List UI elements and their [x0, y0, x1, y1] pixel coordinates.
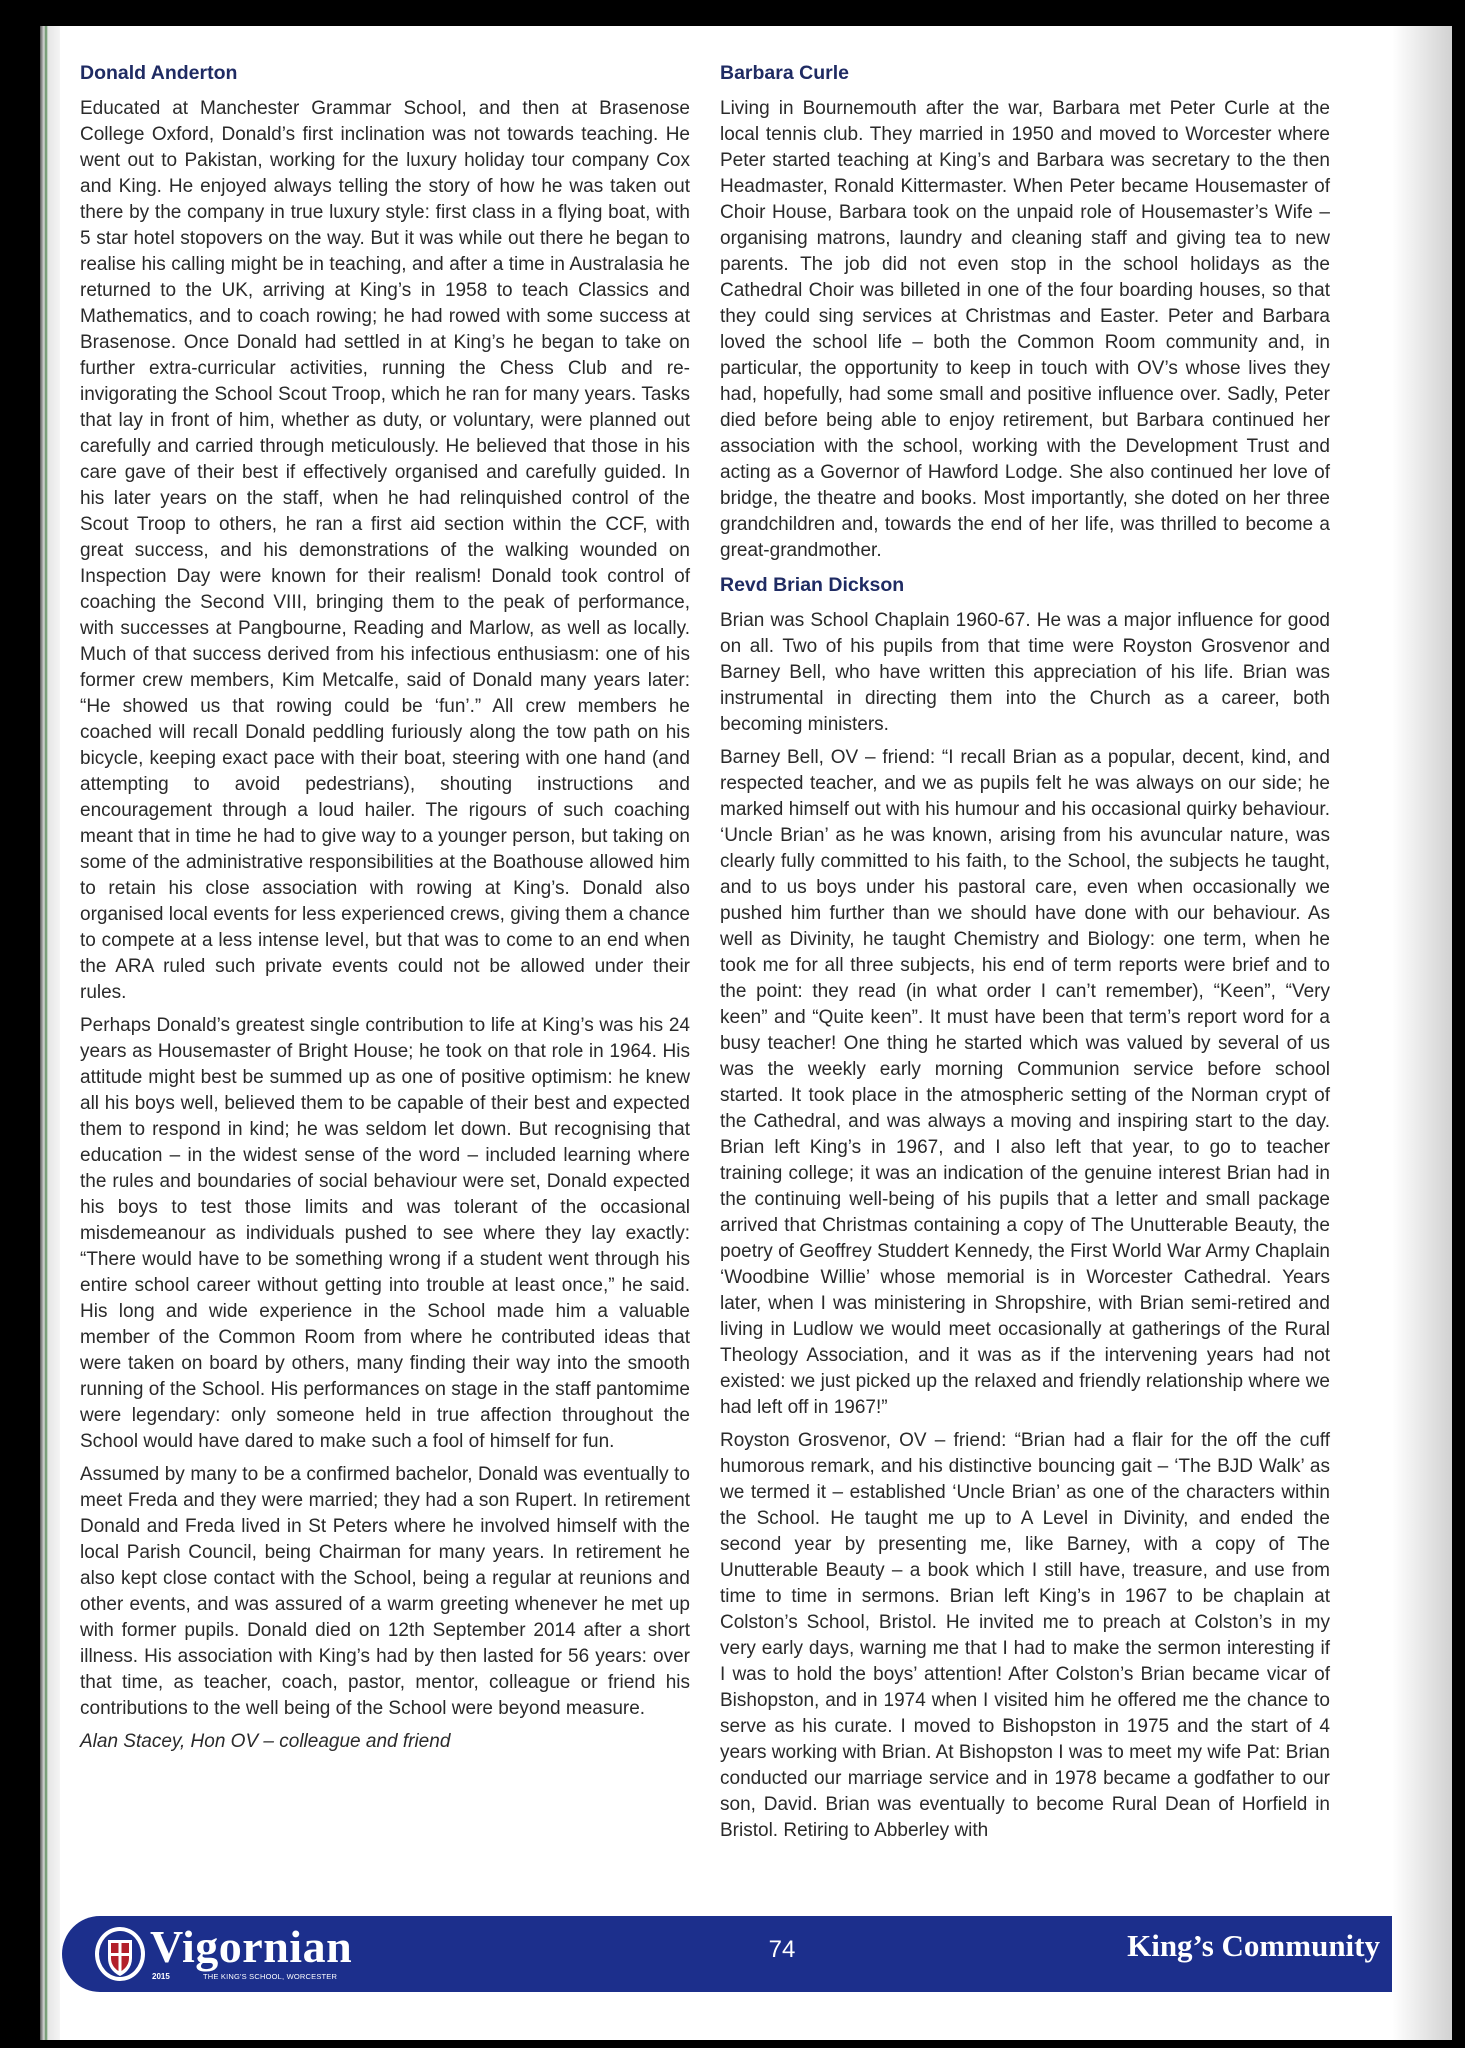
- page-gutter-shadow: [1392, 26, 1452, 2040]
- paragraph: Brian was School Chaplain 1960-67. He was a major influence for good on all. Two of his pupils from that time were Royston Grosvenor and Barney Bell, who have written this appreciation of his life. Brian was instrumental in directing them into the Church as a career, both becoming ministers.: [720, 610, 1330, 735]
- section-title: King’s Community: [1127, 1928, 1380, 1963]
- obituary-heading-brian-dickson: Revd Brian Dickson: [720, 574, 905, 596]
- author-signature: Alan Stacey, Hon OV – colleague and friend: [80, 1731, 451, 1752]
- obituary-heading-barbara-curle: Barbara Curle: [720, 62, 849, 84]
- paragraph: Living in Bournemouth after the war, Barbara met Peter Curle at the local tennis club. They married in 1950 and moved to Worcester where Peter started teaching at King’s and Barbara was secretary to the then Headmaster, Ronald Kittermaster. When Peter became Housemaster of Choir House, Barbara took on the unpaid role of Housemaster’s Wife – organising matrons, laundry and cleaning staff and giving tea to new parents. The job did not even stop in the school holidays as the Cathedral Choir was billeted in one of the four boarding houses, so that they could sing services at Christmas and Easter. Peter and Barbara loved the school life – both the Common Room community and, in particular, the opportunity to keep in touch with OV’s whose lives they had, hopefully, had some small and positive influence over. Sadly, Peter died before being able to enjoy retirement, but Barbara continued her association with the school, working with the Development Trust and acting as a Governor of Hawford Lodge. She also continued her love of bridge, the theatre and books. Most importantly, she doted on her three grandchildren and, towards the end of her life, was thrilled to become a great-grandmother.: [720, 98, 1330, 561]
- page-edge: [40, 26, 60, 2040]
- school-name: THE KING'S SCHOOL, WORCESTER: [203, 1972, 338, 1981]
- magazine-year: 2015: [152, 1972, 170, 1981]
- paragraph: Assumed by many to be a confirmed bachelor, Donald was eventually to meet Freda and they were married; they had a son Rupert. In retirement Donald and Freda lived in St Peters where he involved himself with the local Parish Council, being Chairman for many years. In retirement he also kept close contact with the School, being a regular at reunions and other events, and was assured of a warm greeting whenever he met up with former pupils. Donald died on 12th September 2014 after a short illness. His association with King’s had by then lasted for 56 years: over that time, as teacher, coach, pastor, mentor, colleague or friend his contributions to the well being of the School were beyond measure.: [80, 1464, 690, 1719]
- paragraph: Perhaps Donald’s greatest single contribution to life at King’s was his 24 years as Housemaster of Bright House; he took on that role in 1964. His attitude might best be summed up as one of positive optimism: he knew all his boys well, believed them to be capable of their best and expected them to respond in kind; he was seldom let down. But recognising that education – in the widest sense of the word – included learning where the rules and boundaries of social behaviour were set, Donald expected his boys to test those limits and was tolerant of the occasional misdemeanour as individuals pushed to see where they lay exactly: “There would have to be something wrong if a student went through his entire school career without getting into trouble at least once,” he said. His long and wide experience in the School made him a valuable member of the Common Room from where he contributed ideas that were taken on board by others, many finding their way into the smooth running of the School. His performances on stage in the staff pantomime were legendary: only someone held in true affection throughout the School would have dared to make such a fool of himself for fun.: [80, 1015, 690, 1452]
- page-number: 74: [768, 1936, 796, 1963]
- right-column: [720, 60, 1330, 1851]
- magazine-logo: Vigornian: [150, 1921, 353, 1972]
- paragraph: Barney Bell, OV – friend: “I recall Brian as a popular, decent, kind, and respected teacher, and we as pupils felt he was always on our side; he marked himself out with his humour and his occasional quirky behaviour. ‘Uncle Brian’ as he was known, arising from his avuncular nature, was clearly fully committed to his faith, to the School, the subjects he taught, and to us boys under his pastoral care, even when occasionally we pushed him further than we should have done with our behaviour. As well as Divinity, he taught Chemistry and Biology: one term, when he took me for all three subjects, his end of term reports were brief and to the point: they read (in what order I can’t remember), “Keen”, “Very keen” and “Quite keen”. It must have been that term’s report word for a busy teacher! One thing he started which was valued by several of us was the weekly early morning Communion service before school started. It took place in the atmospheric setting of the Norman crypt of the Cathedral, and was always a moving and inspiring start to the day. Brian left King’s in 1967, and I also left that year, to go to teacher training college; it was an indication of the genuine interest Brian had in the continuing well-being of his pupils that a letter and small package arrived that Christmas containing a copy of The Unutterable Beauty, the poetry of Geoffrey Studdert Kennedy, the First World War Army Chaplain ‘Woodbine Willie’ whose memorial is in Worcester Cathedral. Years later, when I was ministering in Shropshire, with Brian semi-retired and living in Ludlow we would meet occasionally at gatherings of the Rural Theology Association, and it was as if the intervening years had not existed: we just picked up the relaxed and friendly relationship where we had left off in 1967!”: [720, 747, 1330, 1418]
- left-column: [80, 60, 690, 1755]
- paragraph: Educated at Manchester Grammar School, and then at Brasenose College Oxford, Donald’s first inclination was not towards teaching. He went out to Pakistan, working for the luxury holiday tour company Cox and King. He enjoyed always telling the story of how he was taken out there by the company in true luxury style: first class in a flying boat, with 5 star hotel stopovers on the way. But it was while out there he began to realise his calling might be in teaching, and after a time in Australasia he returned to the UK, arriving at King’s in 1958 to teach Classics and Mathematics, and to coach rowing; he had rowed with some success at Brasenose. Once Donald had settled in at King’s he began to take on further extra-curricular activities, running the Chess Club and re-invigorating the School Scout Troop, which he ran for many years. Tasks that lay in front of him, whether as duty, or voluntary, were planned out carefully and carried through meticulously. He believed that those in his care gave of their best if effectively organised and carefully guided. In his later years on the staff, when he had relinquished control of the Scout Troop to others, he ran a first aid section within the CCF, with great success, and his demonstrations of the walking wounded on Inspection Day were known for their realism! Donald took control of coaching the Second VIII, bringing them to the peak of performance, with successes at Pangbourne, Reading and Marlow, as well as locally. Much of that success derived from his infectious enthusiasm: one of his former crew members, Kim Metcalfe, said of Donald many years later: “He showed us that rowing could be ‘fun’.” All crew members he coached will recall Donald peddling furiously along the tow path on his bicycle, keeping exact pace with their boat, steering with one hand (and attempting to avoid pedestrians), shouting instructions and encouragement through a loud hailer. The rigours of such coaching meant that in time he had to give way to a younger person, but taking on some of the administrative responsibilities at the Boathouse allowed him to retain his close association with rowing at King’s. Donald also organised local events for less experienced crews, giving them a chance to compete at a less intense level, but that was to come to an end when the ARA ruled such private events could not be allowed under their rules.: [80, 98, 690, 1003]
- obituary-heading-donald-anderton: Donald Anderton: [80, 62, 238, 84]
- paragraph: Royston Grosvenor, OV – friend: “Brian had a flair for the off the cuff humorous remark, and his distinctive bouncing gait – ‘The BJD Walk’ as we termed it – established ‘Uncle Brian’ as one of the characters within the School. He taught me up to A Level in Divinity, and ended the second year by presenting me, like Barney, with a copy of The Unutterable Beauty – a book which I still have, treasure, and use from time to time in sermons. Brian left King’s in 1967 to be chaplain at Colston’s School, Bristol. He invited me to preach at Colston’s in my very early days, warning me that I had to make the sermon interesting if I was to hold the boys’ attention! After Colston’s Brian became vicar of Bishopston, and in 1974 when I visited him he offered me the chance to serve as his curate. I moved to Bishopston in 1975 and the start of 4 years working with Brian. At Bishopston I was to meet my wife Pat: Brian conducted our marriage service and in 1978 became a godfather to our son, David. Brian was eventually to become Rural Dean of Horfield in Bristol. Retiring to Abberley with: [720, 1430, 1330, 1841]
- school-crest-icon: [94, 1926, 146, 1982]
